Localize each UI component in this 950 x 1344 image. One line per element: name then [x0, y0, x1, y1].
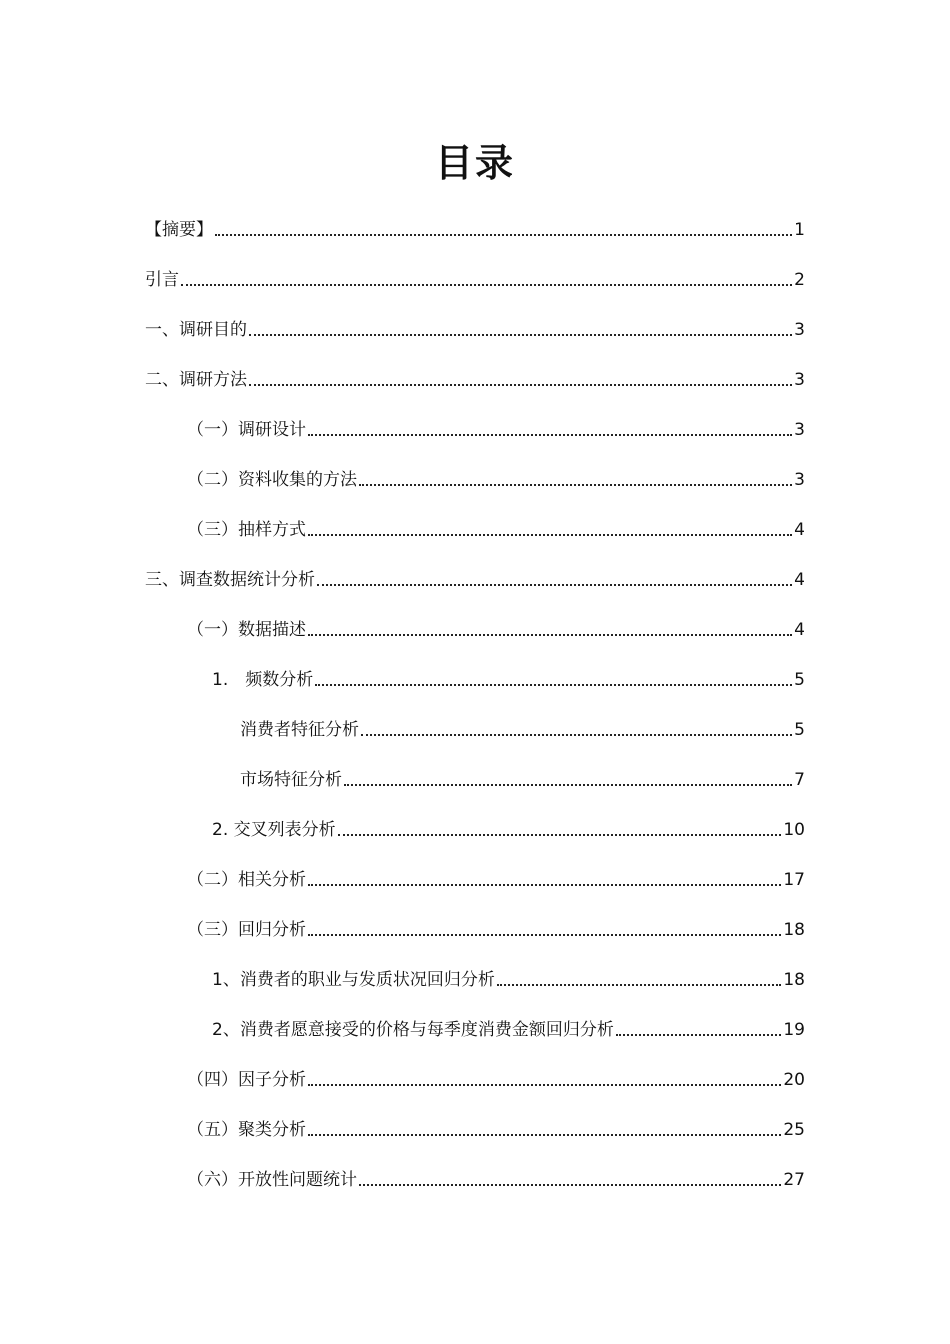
toc-page-number: 5: [794, 670, 805, 690]
toc-entry-text: （三）抽样方式: [187, 520, 306, 540]
toc-dot-leader: [308, 434, 792, 436]
toc-entry-purpose[interactable]: [145, 305, 805, 341]
toc-entry-data-description[interactable]: [187, 605, 805, 641]
toc-page-number: 3: [794, 320, 805, 340]
toc-entry-text: 2. 交叉列表分析: [212, 820, 336, 840]
toc-entry-introduction[interactable]: [145, 255, 805, 291]
toc-entry-data-collection[interactable]: [187, 455, 805, 491]
toc-entry-text: 2、消费者愿意接受的价格与每季度消费金额回归分析: [212, 1020, 614, 1040]
toc-dot-leader: [308, 634, 792, 636]
toc-entry-abstract[interactable]: [145, 205, 805, 241]
toc-page-number: 1: [794, 220, 805, 240]
toc-dot-leader: [308, 1084, 781, 1086]
toc-entry-statistical-analysis[interactable]: [145, 555, 805, 591]
toc-dot-leader: [249, 334, 792, 336]
toc-entry-crosstab-analysis[interactable]: [212, 805, 805, 841]
toc-dot-leader: [215, 234, 792, 236]
toc-dot-leader: [249, 384, 792, 386]
toc-page-number: 27: [783, 1170, 805, 1190]
toc-page-number: 3: [794, 370, 805, 390]
toc-entry-text: 三、调查数据统计分析: [145, 570, 315, 590]
toc-dot-leader: [308, 1134, 781, 1136]
toc-dot-leader: [317, 584, 792, 586]
toc-entry-open-questions[interactable]: [187, 1155, 805, 1191]
toc-page-number: 4: [794, 520, 805, 540]
toc-entry-text: （一）调研设计: [187, 420, 306, 440]
toc-entry-regression-analysis[interactable]: [187, 905, 805, 941]
toc-page-number: 17: [783, 870, 805, 890]
toc-entry-text: （二）相关分析: [187, 870, 306, 890]
toc-entry-text: （二）资料收集的方法: [187, 470, 357, 490]
toc-entry-factor-analysis[interactable]: [187, 1055, 805, 1091]
toc-dot-leader: [308, 534, 792, 536]
toc-entry-price-spending-regression[interactable]: [212, 1005, 805, 1041]
toc-entry-text: 【摘要】: [145, 220, 213, 240]
toc-dot-leader: [181, 284, 792, 286]
toc-page-number: 3: [794, 470, 805, 490]
toc-dot-leader: [359, 484, 792, 486]
toc-page-number: 4: [794, 570, 805, 590]
toc-entry-occupation-hair-regression[interactable]: [212, 955, 805, 991]
toc-dot-leader: [497, 984, 782, 986]
toc-entry-methods[interactable]: [145, 355, 805, 391]
toc-page-number: 3: [794, 420, 805, 440]
toc-dot-leader: [359, 1184, 781, 1186]
toc-page-number: 5: [794, 720, 805, 740]
toc-page-number: 25: [783, 1120, 805, 1140]
toc-page-number: 2: [794, 270, 805, 290]
toc-title: 目录: [434, 141, 515, 185]
toc-dot-leader: [308, 934, 781, 936]
toc-entry-text: 1. 频数分析: [212, 670, 314, 690]
toc-dot-leader: [308, 884, 781, 886]
toc-dot-leader: [344, 784, 792, 786]
toc-entry-text: 二、调研方法: [145, 370, 247, 390]
toc-entry-text: （一）数据描述: [187, 620, 306, 640]
toc-page-number: 18: [783, 920, 805, 940]
toc-page-number: 10: [783, 820, 805, 840]
toc-entry-text: 1、消费者的职业与发质状况回归分析: [212, 970, 495, 990]
toc-entry-text: 市场特征分析: [240, 770, 342, 790]
toc-dot-leader: [338, 834, 782, 836]
toc-entry-consumer-features[interactable]: [240, 705, 805, 741]
toc-entry-text: 一、调研目的: [145, 320, 247, 340]
toc-entry-text: （六）开放性问题统计: [187, 1170, 357, 1190]
toc-entry-sampling[interactable]: [187, 505, 805, 541]
toc-entry-text: （四）因子分析: [187, 1070, 306, 1090]
toc-entry-cluster-analysis[interactable]: [187, 1105, 805, 1141]
toc-entry-text: 引言: [145, 270, 179, 290]
toc-dot-leader: [361, 734, 792, 736]
toc-page-number: 19: [783, 1020, 805, 1040]
toc-entry-text: （五）聚类分析: [187, 1120, 306, 1140]
toc-entry-text: （三）回归分析: [187, 920, 306, 940]
toc-entry-text: 消费者特征分析: [240, 720, 359, 740]
toc-page-number: 7: [794, 770, 805, 790]
toc-page-number: 20: [783, 1070, 805, 1090]
toc-dot-leader: [315, 684, 792, 686]
toc-entry-market-features[interactable]: [240, 755, 805, 791]
toc-entry-frequency-analysis[interactable]: [212, 655, 805, 691]
toc-dot-leader: [616, 1034, 782, 1036]
toc-entry-correlation-analysis[interactable]: [187, 855, 805, 891]
toc-page-number: 4: [794, 620, 805, 640]
toc-page-number: 18: [783, 970, 805, 990]
toc-entry-research-design[interactable]: [187, 405, 805, 441]
